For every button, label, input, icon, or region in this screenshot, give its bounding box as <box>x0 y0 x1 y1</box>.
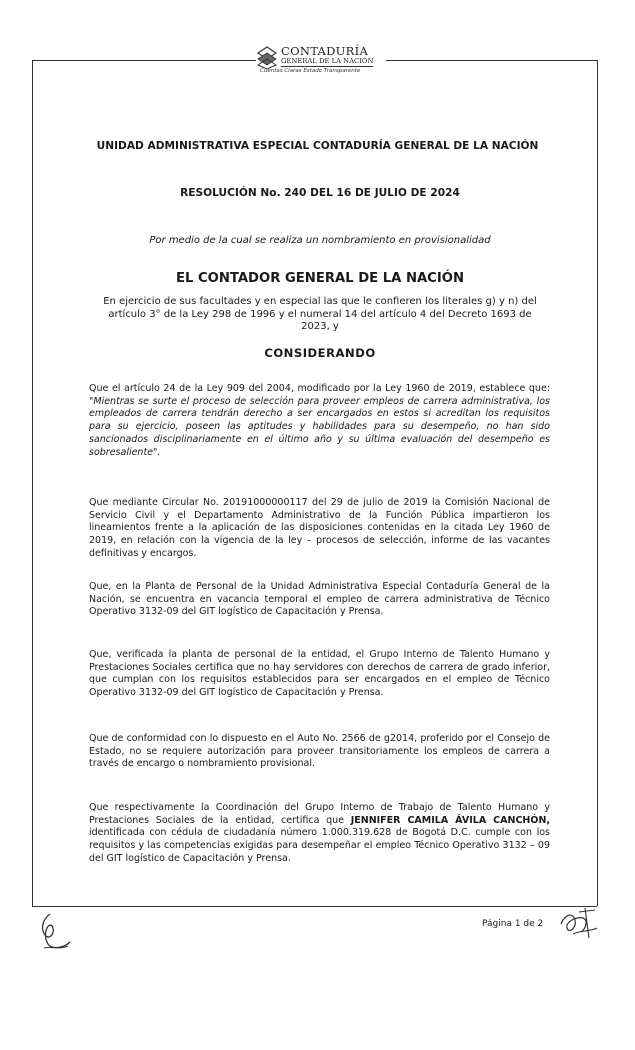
paragraph-intro: Que el artículo 24 de la Ley 909 del 2004, modificado por la Ley 1960 de 2019, establece que: <box>89 383 550 394</box>
page-frame-right <box>597 60 598 906</box>
powers-statement: En ejercicio de sus facultades y en especial las que le confieren los literales g) y n) del artículo 3° de la Ley 298 de 1996 y el numeral 14 del artículo 4 del Decreto 1693 de 2023, y <box>103 296 537 333</box>
paragraph-ley-909 <box>89 383 550 459</box>
appointee-name: JENNIFER CAMILA ÁVILA CANCHÓN, <box>350 814 550 826</box>
paragraph-vacancy: Que, en la Planta de Personal de la Unidad Administrativa Especial Contaduría General de la Nación, se encuentra en vacancia temporal el empleo de carrera administrativa de Técnico Operativo 3132-09 del GIT logístico de Capacitación y Prensa. <box>89 581 550 618</box>
paragraph-verification: Que, verificada la planta de personal de la entidad, el Grupo Interno de Talento Humano y Prestaciones Sociales certifica que no hay servidores con derechos de carrera de grado inferior, que cumplan con los requisitos establecidos para ser encargados en el empleo de Técnico Operativo 3132-09 del GIT logístico de Capacitación y Prensa. <box>89 649 550 699</box>
contaduria-logo <box>256 42 386 82</box>
authority-heading: EL CONTADOR GENERAL DE LA NACIÓN <box>175 271 465 286</box>
considering-heading: CONSIDERANDO <box>264 346 376 360</box>
logo-tagline: Cuentas Claras Estado Transparente <box>260 68 361 74</box>
document-title: UNIDAD ADMINISTRATIVA ESPECIAL CONTADURÍA GENERAL DE LA NACIÓN <box>96 140 539 152</box>
logo-name: CONTADURÍA <box>281 44 369 58</box>
paragraph-circular: Que mediante Circular No. 20191000000117 del 29 de julio de 2019 la Comisión Nacional de Servicio Civil y el Departamento Administrativo de la Función Pública impartieron los lineamientos frente a la aplicación de las disposiciones contenidas en la citada Ley 1960 de 2019, en relación con la vigencia de la ley – procesos de selección, informe de las vacantes definitivas y encargos. <box>89 497 550 559</box>
resolution-number: RESOLUCIÓN No. 240 DEL 16 DE JULIO DE 2024 <box>180 187 460 199</box>
paragraph-certification <box>89 802 550 866</box>
page-number: Página 1 de 2 <box>482 919 544 929</box>
paragraph-auto: Que de conformidad con lo dispuesto en el Auto No. 2566 de g2014, proferido por el Consejo de Estado, no se requiere autorización para proveer transitoriamente los empleos de carrera a través de encargo o nombramiento provisional. <box>89 733 550 770</box>
paragraph-text: Que respectivamente la Coordinación del Grupo Interno de Trabajo de Talento Humano y Prestaciones Sociales de la entidad, certifica que <box>89 802 550 826</box>
page-frame-bottom <box>32 906 597 907</box>
law-quote: "Mientras se surte el proceso de selección para proveer empleos de carrera administrativa, los empleados de carrera tendrán derecho a ser encargados en estos si acreditan los requisitos para su ejercicio, poseen las aptitudes y habilidades para su desempeño, no han sido sancionados disciplinariamente en el último año y su última evaluación del desempeño es sobresaliente". <box>89 395 550 458</box>
signature-initials-left <box>36 910 76 954</box>
signature-initials-right <box>555 904 601 944</box>
resolution-purpose: Por medio de la cual se realiza un nombramiento en provisionalidad <box>149 235 491 246</box>
paragraph-text: identificada con cédula de ciudadanía número 1.000.319.628 de Bogotá D.C. cumple con los requisitos y las competencias exigidas para desempeñar el empleo Técnico Operativo 3132 – 09 del GIT logístico de Capacitación y Prensa. <box>89 827 550 864</box>
page-frame-left <box>32 60 33 906</box>
logo-subtitle: GENERAL DE LA NACIÓN <box>281 57 374 65</box>
logo-emblem-icon <box>256 46 278 70</box>
